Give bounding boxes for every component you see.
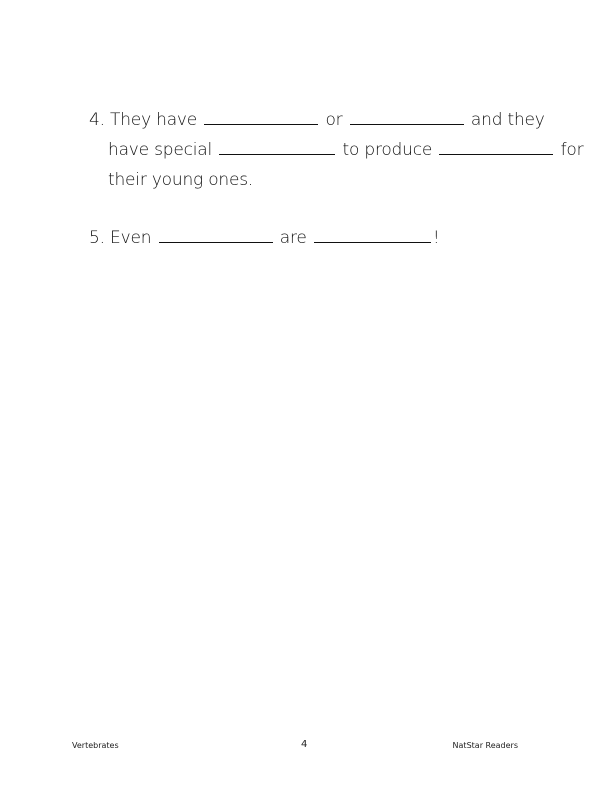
question-text: ! <box>432 228 440 248</box>
question-5-line-1 <box>89 223 439 253</box>
answer-blank[interactable] <box>219 135 335 155</box>
question-text: to produce <box>342 140 433 160</box>
question-text: Even <box>110 228 152 248</box>
question-5 <box>89 223 439 253</box>
footer-publisher: NatStar Readers <box>452 741 518 750</box>
question-text: for <box>560 140 584 160</box>
question-text: and they <box>470 110 545 130</box>
question-4-line-3 <box>89 165 583 195</box>
answer-blank[interactable] <box>314 223 431 243</box>
question-number: 4. <box>89 110 105 130</box>
answer-blank[interactable] <box>350 105 464 125</box>
page-number: 4 <box>301 739 308 750</box>
question-text: or <box>325 110 343 130</box>
question-text: their young ones. <box>108 170 254 190</box>
question-text: have special <box>108 140 213 160</box>
answer-blank[interactable] <box>439 135 553 155</box>
question-number: 5. <box>89 228 105 248</box>
question-text: are <box>279 228 307 248</box>
question-4 <box>89 105 583 195</box>
footer-title: Vertebrates <box>72 741 119 750</box>
question-text: They have <box>110 110 198 130</box>
question-4-line-2 <box>89 135 583 165</box>
answer-blank[interactable] <box>159 223 273 243</box>
answer-blank[interactable] <box>204 105 318 125</box>
question-4-line-1 <box>89 105 583 135</box>
